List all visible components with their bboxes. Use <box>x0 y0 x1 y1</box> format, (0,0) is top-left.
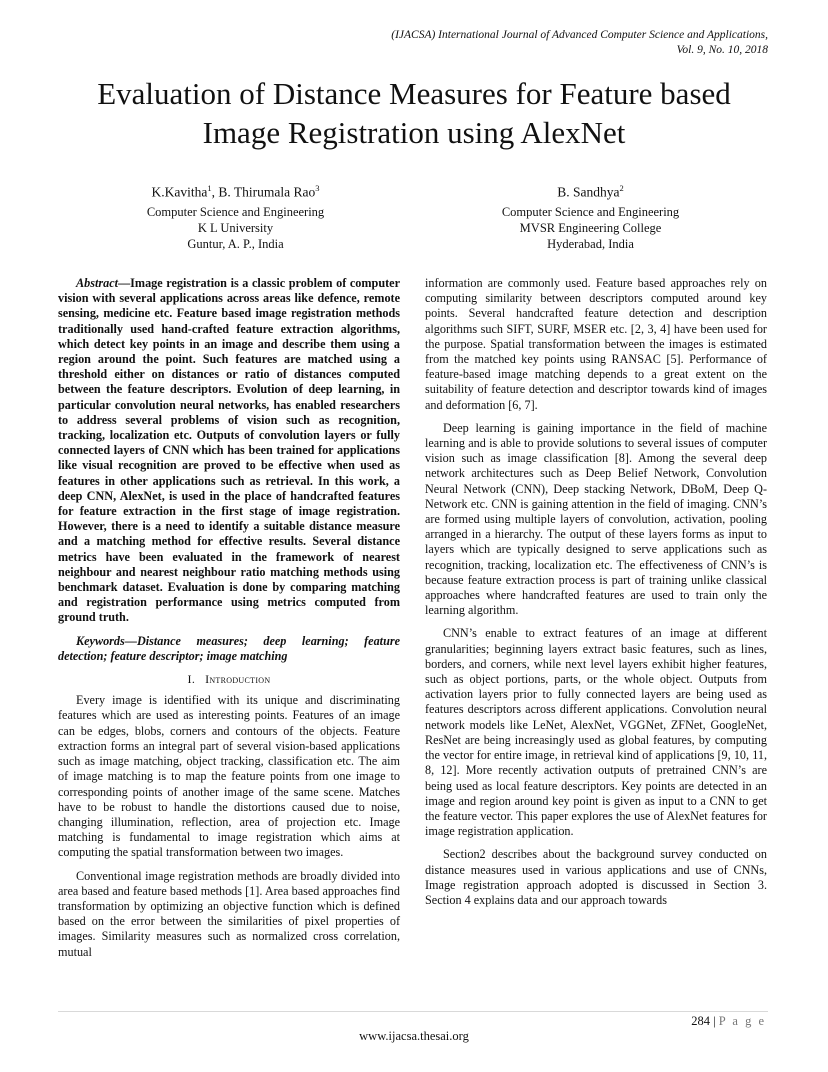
author-name-3: B. Sandhya <box>557 184 620 200</box>
page-separator: | <box>713 1014 716 1028</box>
page-number <box>691 1014 766 1029</box>
paper-title-line1: Evaluation of Distance Measures for Feature based <box>97 76 731 111</box>
author-names <box>58 178 413 203</box>
footer-divider <box>58 1011 768 1012</box>
author-block <box>58 178 768 252</box>
journal-header-line2: Vol. 9, No. 10, 2018 <box>676 44 768 56</box>
author-affil-sup: 2 <box>619 183 624 193</box>
author-institution: K L University <box>197 220 274 235</box>
page-word: P a g e <box>718 1014 766 1028</box>
author-affil-sup: 3 <box>315 183 320 193</box>
author-location: Hyderabad, India <box>547 236 634 251</box>
author-dept: Computer Science and Engineering <box>146 204 325 219</box>
author-name-2: , B. Thirumala Rao <box>211 184 316 200</box>
author-group-2 <box>413 178 768 252</box>
abstract-label: Abstract <box>76 276 118 290</box>
keywords-label: Keywords— <box>76 633 137 648</box>
section-title: Introduction <box>205 672 271 687</box>
right-column <box>425 276 767 916</box>
author-institution: MVSR Engineering College <box>519 220 662 235</box>
paragraph: CNN’s enable to extract features of an image at different granularities; beginning layers extract basic features, such as lines, borders, and corners, while next level layers exhibit higher features, such as object portions, parts, or the whole object. Outputs from activation layers prior to fully connected layers are being used as features descriptors across different applications. Convolution neural network models like LeNet, AlexNet, VGGNet, ZFNet, GoogleNet, ResNet are being increasingly used as global features, by computing the vector for entire image, in retrieval kind of applications [9, 10, 11, 8, 12]. More recently activation outputs of pretrained CNN’s are being used as local feature descriptors. Key points are detected in an image and region around key point is given as input to a CNN to get the feature vector. This paper explores the use of AlexNet features for image registration application. <box>425 626 767 839</box>
keywords-text: Distance measures; deep learning; feature detection; feature descriptor; image matching <box>58 633 400 663</box>
journal-header <box>391 28 768 58</box>
paragraph: information are commonly used. Feature based approaches rely on computing similarity between descriptors computed around key points. Several handcrafted feature detection and description algorithms such SIFT, SURF, MSER etc. [2, 3, 4] have been used for the purpose. Spatial transformation between the images is estimated from the matched key points using RANSAC [5]. Performance of feature-based image matching depends to a great extent on the suitability of feature detection and descriptor towards kind of images and deformation [6, 7]. <box>425 276 767 412</box>
journal-header-line1: (IJACSA) International Journal of Advanced Computer Science and Applications, <box>391 29 768 41</box>
author-name-1: K.Kavitha <box>151 184 208 200</box>
author-names <box>413 178 768 203</box>
section-number: I. <box>187 672 196 687</box>
page-number-value: 284 <box>691 1014 711 1028</box>
paragraph: Section2 describes about the background survey conducted on distance measures used in various applications and use of CNNs, Image registration approach adopted is discussed in Section 3. Section 4 explains data and our approach towards <box>425 847 767 907</box>
footer-url: www.ijacsa.thesai.org <box>359 1029 469 1043</box>
author-affil-sup: 1 <box>207 183 212 193</box>
section-heading <box>58 672 400 687</box>
left-column <box>58 276 400 968</box>
abstract-text: Image registration is a classic problem of computer vision with several applications across areas like defence, remote sensing, medicine etc. Feature based image registration methods traditionally used hand-crafted feature extraction algorithms, which detect key points in an image and describe them using a region around the point. Such features are matched using a threshold either on distances or ratio of distances computed between the feature descriptors. Evolution of deep learning, in particular convolution neural networks, has enabled researchers to address several problems of vision such as recognition, tracking, localization etc. Outputs of convolution layers or fully connected layers of CNN which has been trained for applications like visual recognition are proved to be effective when used as features in other applications such as retrieval. In this work, a deep CNN, AlexNet, is used in the place of handcrafted features for feature extraction in the first stage of image registration. However, there is a need to identify a suitable distance measure and a matching method for effective results. Several distance metrics have been evaluated in the framework of nearest neighbour and nearest neighbour ratio matching methods using benchmark dataset. Evaluation is done by comparing matching and registration performance using metrics computed from ground truth. <box>58 276 400 625</box>
paragraph: Deep learning is gaining importance in the field of machine learning and is able to provide solutions to several issues of computer vision such as image classification [8]. Among the several deep network architectures such as Deep Belief Network, Convolution Neural Network (CNN), Deep stacking Network, DBoM, Deep Q-Network etc. CNN is gaining attention in the field of imaging. CNN’s are formed using multiple layers of convolution, activation, pooling arranged in a hierarchy. The output of these layers forms as input to layers which are typically designed to serve applications such as recognition, tracking, localization etc. The effectiveness of CNN’s is because feature extraction process is part of training unlike classical approaches where handcrafted features are used to train only the learning algorithm. <box>425 420 767 618</box>
paper-title-line2: Image Registration using AlexNet <box>202 115 626 150</box>
keywords <box>58 634 400 664</box>
author-group-1 <box>58 178 413 252</box>
paragraph: Every image is identified with its unique and discriminating features which are used as interesting points. Features of an image can be edges, blobs, corners and contours of the objects. Feature extraction forms an integral part of several vision-based applications such as image matching, object tracking, classification etc. The aim of image matching is to map the feature points from one image to corresponding points of another image of the same scene. Matches have to be robust to handle the distortions caused due to noise, changing illumination, reflection, area of projection etc. Image matching is fundamental to image registration which aims at computing the spatial transformation between two images. <box>58 693 400 860</box>
abstract <box>58 276 400 626</box>
author-location: Guntur, A. P., India <box>187 236 284 251</box>
author-dept: Computer Science and Engineering <box>501 204 680 219</box>
paper-title <box>40 74 788 152</box>
abstract-dash: — <box>117 276 131 290</box>
paragraph: Conventional image registration methods are broadly divided into area based and feature based methods [1]. Area based approaches find transformation by optimizing an objective function which is defined based on the error between the similarities of pixel properties of images. Similarity measures such as normalized cross correlation, mutual <box>58 868 400 959</box>
